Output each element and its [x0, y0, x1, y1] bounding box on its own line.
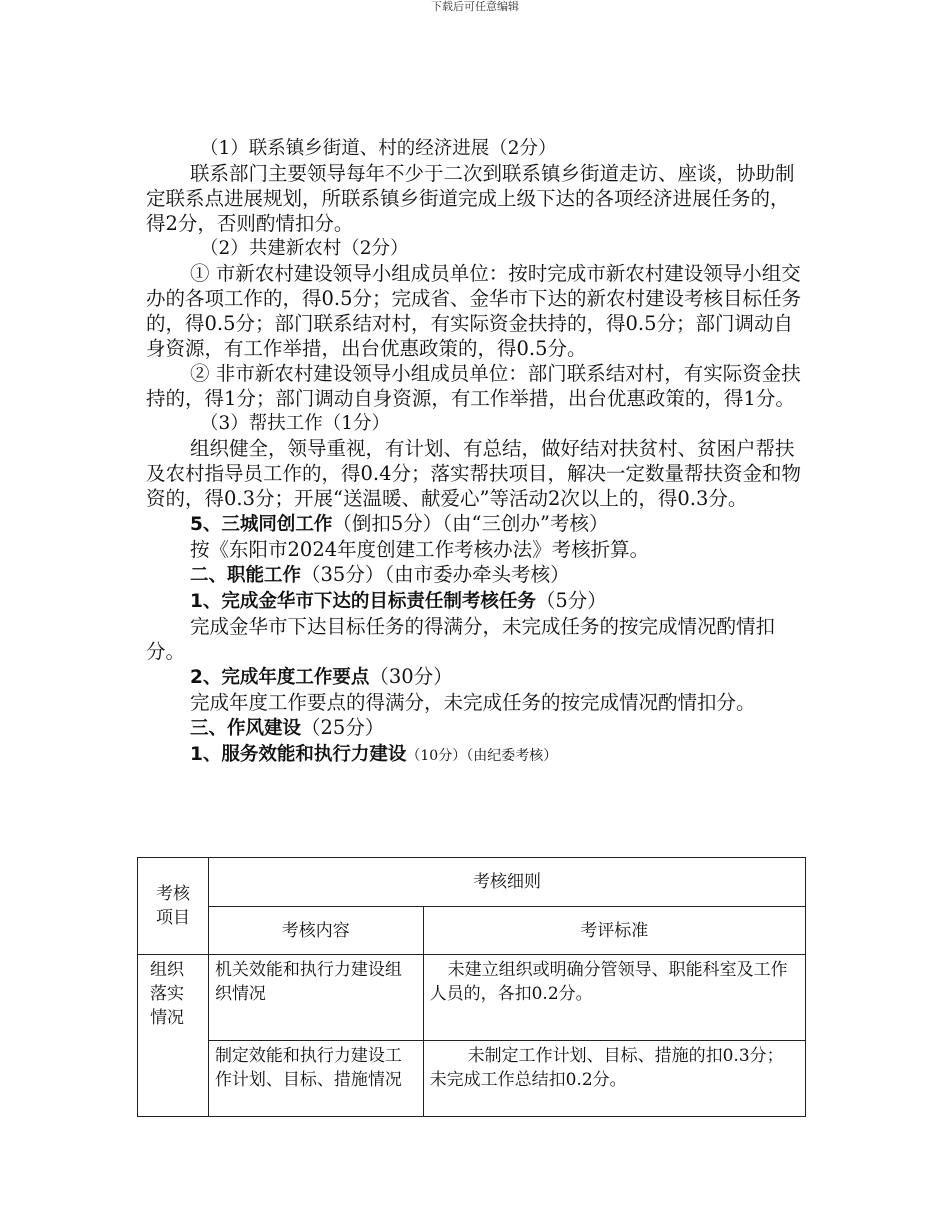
paragraph: ① 市新农村建设领导小组成员单位：按时完成市新农村建设领导小组交办的各项工作的，得0.5分；完成省、金华市下达的新农村建设考核目标任务的，得0.5分；部门联系结对村，有实际资金扶持的，得0.5分；部门调动自身资源，有工作举措，出台优惠政策的，得0.5分。 [146, 262, 802, 360]
heading-title: 二、职能工作 [190, 565, 302, 586]
paragraph: 按《东阳市2024年度创建工作考核办法》考核折算。 [190, 538, 650, 561]
section-heading: （1）联系镇乡街道、村的经济进展（2分） [200, 138, 557, 159]
heading-title: 三、作风建设 [190, 718, 302, 739]
heading-title: 1、完成金华市下达的目标责任制考核任务 [190, 591, 536, 612]
header-standard: 考评标准 [423, 907, 805, 955]
heading-s3 [146, 715, 808, 741]
content-cell: 制定效能和执行力建设工作计划、目标、措施情况 [208, 1041, 423, 1117]
heading-s5 [146, 511, 808, 537]
document-body [146, 136, 808, 769]
content-cell: 机关效能和执行力建设组织情况 [208, 955, 423, 1041]
heading-title: 5、三城同创工作 [190, 514, 333, 535]
heading-rest: （25分） [301, 716, 385, 739]
heading-rest: （5分） [535, 589, 607, 612]
heading-rest: （10分）（由纪委考核） [406, 748, 558, 764]
page-header: 下载后可任意编辑 [431, 0, 519, 13]
standard-cell: 未建立组织或明确分管领导、职能科室及工作人员的，各扣0.2分。 [423, 955, 805, 1041]
assessment-table [137, 857, 806, 1117]
paragraph: 组织健全，领导重视，有计划、有总结，做好结对扶贫村、贫困户帮扶及农村指导员工作的，得0.4分；落实帮扶项目，解决一定数量帮扶资金和物资的，得0.3分；开展“送温暖、献爱心”等活动2次以上的，得0.3分。 [146, 437, 802, 510]
paragraph: 联系部门主要领导每年不少于二次到联系镇乡街道走访、座谈，协助制定联系点进展规划，所联系镇乡街道完成上级下达的各项经济进展任务的，得2分，否则酌情扣分。 [146, 162, 795, 235]
paragraph: 完成年度工作要点的得满分，未完成任务的按完成情况酌情扣分。 [190, 691, 756, 714]
heading-title: 2、完成年度工作要点 [190, 667, 370, 688]
header-content: 考核内容 [208, 907, 423, 955]
heading-s2-2 [146, 664, 808, 690]
heading-rest: （35分）（由市委办牵头考核） [301, 563, 570, 586]
heading-rest: （30分） [369, 665, 453, 688]
heading-s2-1 [146, 588, 808, 614]
heading-title: 1、服务效能和执行力建设 [190, 744, 407, 765]
paragraph: ② 非市新农村建设领导小组成员单位：部门联系结对村，有实际资金扶持的，得1分；部门调动自身资源，有工作举措，出台优惠政策的，得1分。 [146, 362, 801, 410]
group-cell: 组织落实情况 [138, 955, 209, 1117]
section-heading: （2）共建新农村（2分） [200, 238, 409, 259]
section-heading: （3）帮扶工作（1分） [200, 413, 391, 434]
paragraph: 完成金华市下达目标任务的得满分，未完成任务的按完成情况酌情扣分。 [146, 615, 776, 663]
standard-cell: 未制定工作计划、目标、措施的扣0.3分；未完成工作总结扣0.2分。 [423, 1041, 805, 1117]
heading-rest: （倒扣5分）（由“三创办”考核） [332, 512, 609, 535]
heading-s2 [146, 562, 808, 588]
heading-s3-1 [146, 741, 808, 769]
header-detail: 考核细则 [208, 858, 805, 907]
header-item: 考核项目 [138, 858, 209, 955]
